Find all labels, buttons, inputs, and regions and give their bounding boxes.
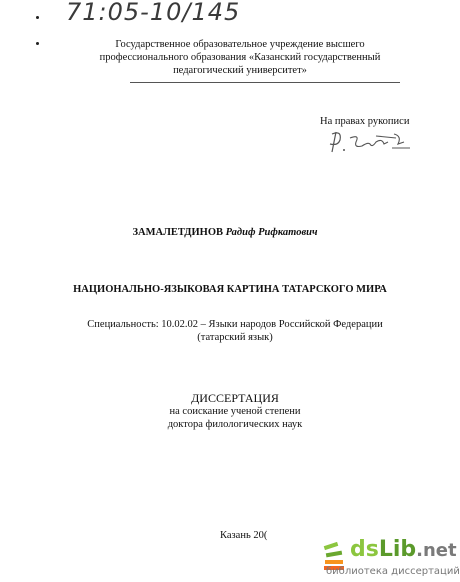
author-name bbox=[60, 227, 390, 238]
author-signature bbox=[326, 128, 412, 158]
place-year: Казань 20( bbox=[220, 530, 268, 541]
institution-line: Государственное образовательное учреждение высшего bbox=[115, 39, 365, 50]
dissertation-title: НАЦИОНАЛЬНО-ЯЗЫКОВАЯ КАРТИНА ТАТАРСКОГО МИРА bbox=[73, 284, 387, 295]
dslib-tagline: библиотека диссертаций bbox=[326, 566, 460, 577]
degree-line: на соискание ученой степени bbox=[169, 406, 301, 417]
degree-line: доктора филологических наук bbox=[167, 419, 303, 430]
dslib-brand bbox=[350, 538, 457, 563]
specialty-line: Специальность: 10.02.02 – Языки народов Российской Федерации bbox=[87, 319, 383, 330]
specialty-line: (татарский язык) bbox=[197, 332, 273, 343]
specialty bbox=[60, 318, 410, 344]
rights-note: На правах рукописи bbox=[320, 116, 410, 127]
speck-mark bbox=[36, 42, 39, 45]
institution-line: профессионального образования «Казанский государственный bbox=[99, 52, 381, 63]
author-surname: ЗАМАЛЕТДИНОВ bbox=[132, 227, 224, 238]
institution-header bbox=[90, 38, 390, 77]
institution-line: педагогический университет» bbox=[173, 65, 307, 76]
speck-mark bbox=[36, 16, 39, 19]
dslib-brand-lib: Lib bbox=[378, 537, 417, 562]
work-type bbox=[80, 391, 390, 431]
header-rule bbox=[130, 82, 400, 83]
dslib-brand-ds: ds bbox=[350, 537, 379, 562]
shelfmark-handwritten: 71:05-10/145 bbox=[66, 0, 241, 26]
dslib-brand-net: .net bbox=[416, 540, 457, 561]
author-given-names: Радиф Рифкатович bbox=[225, 227, 318, 238]
work-type-heading: ДИССЕРТАЦИЯ bbox=[191, 391, 279, 405]
dslib-watermark bbox=[322, 534, 460, 582]
